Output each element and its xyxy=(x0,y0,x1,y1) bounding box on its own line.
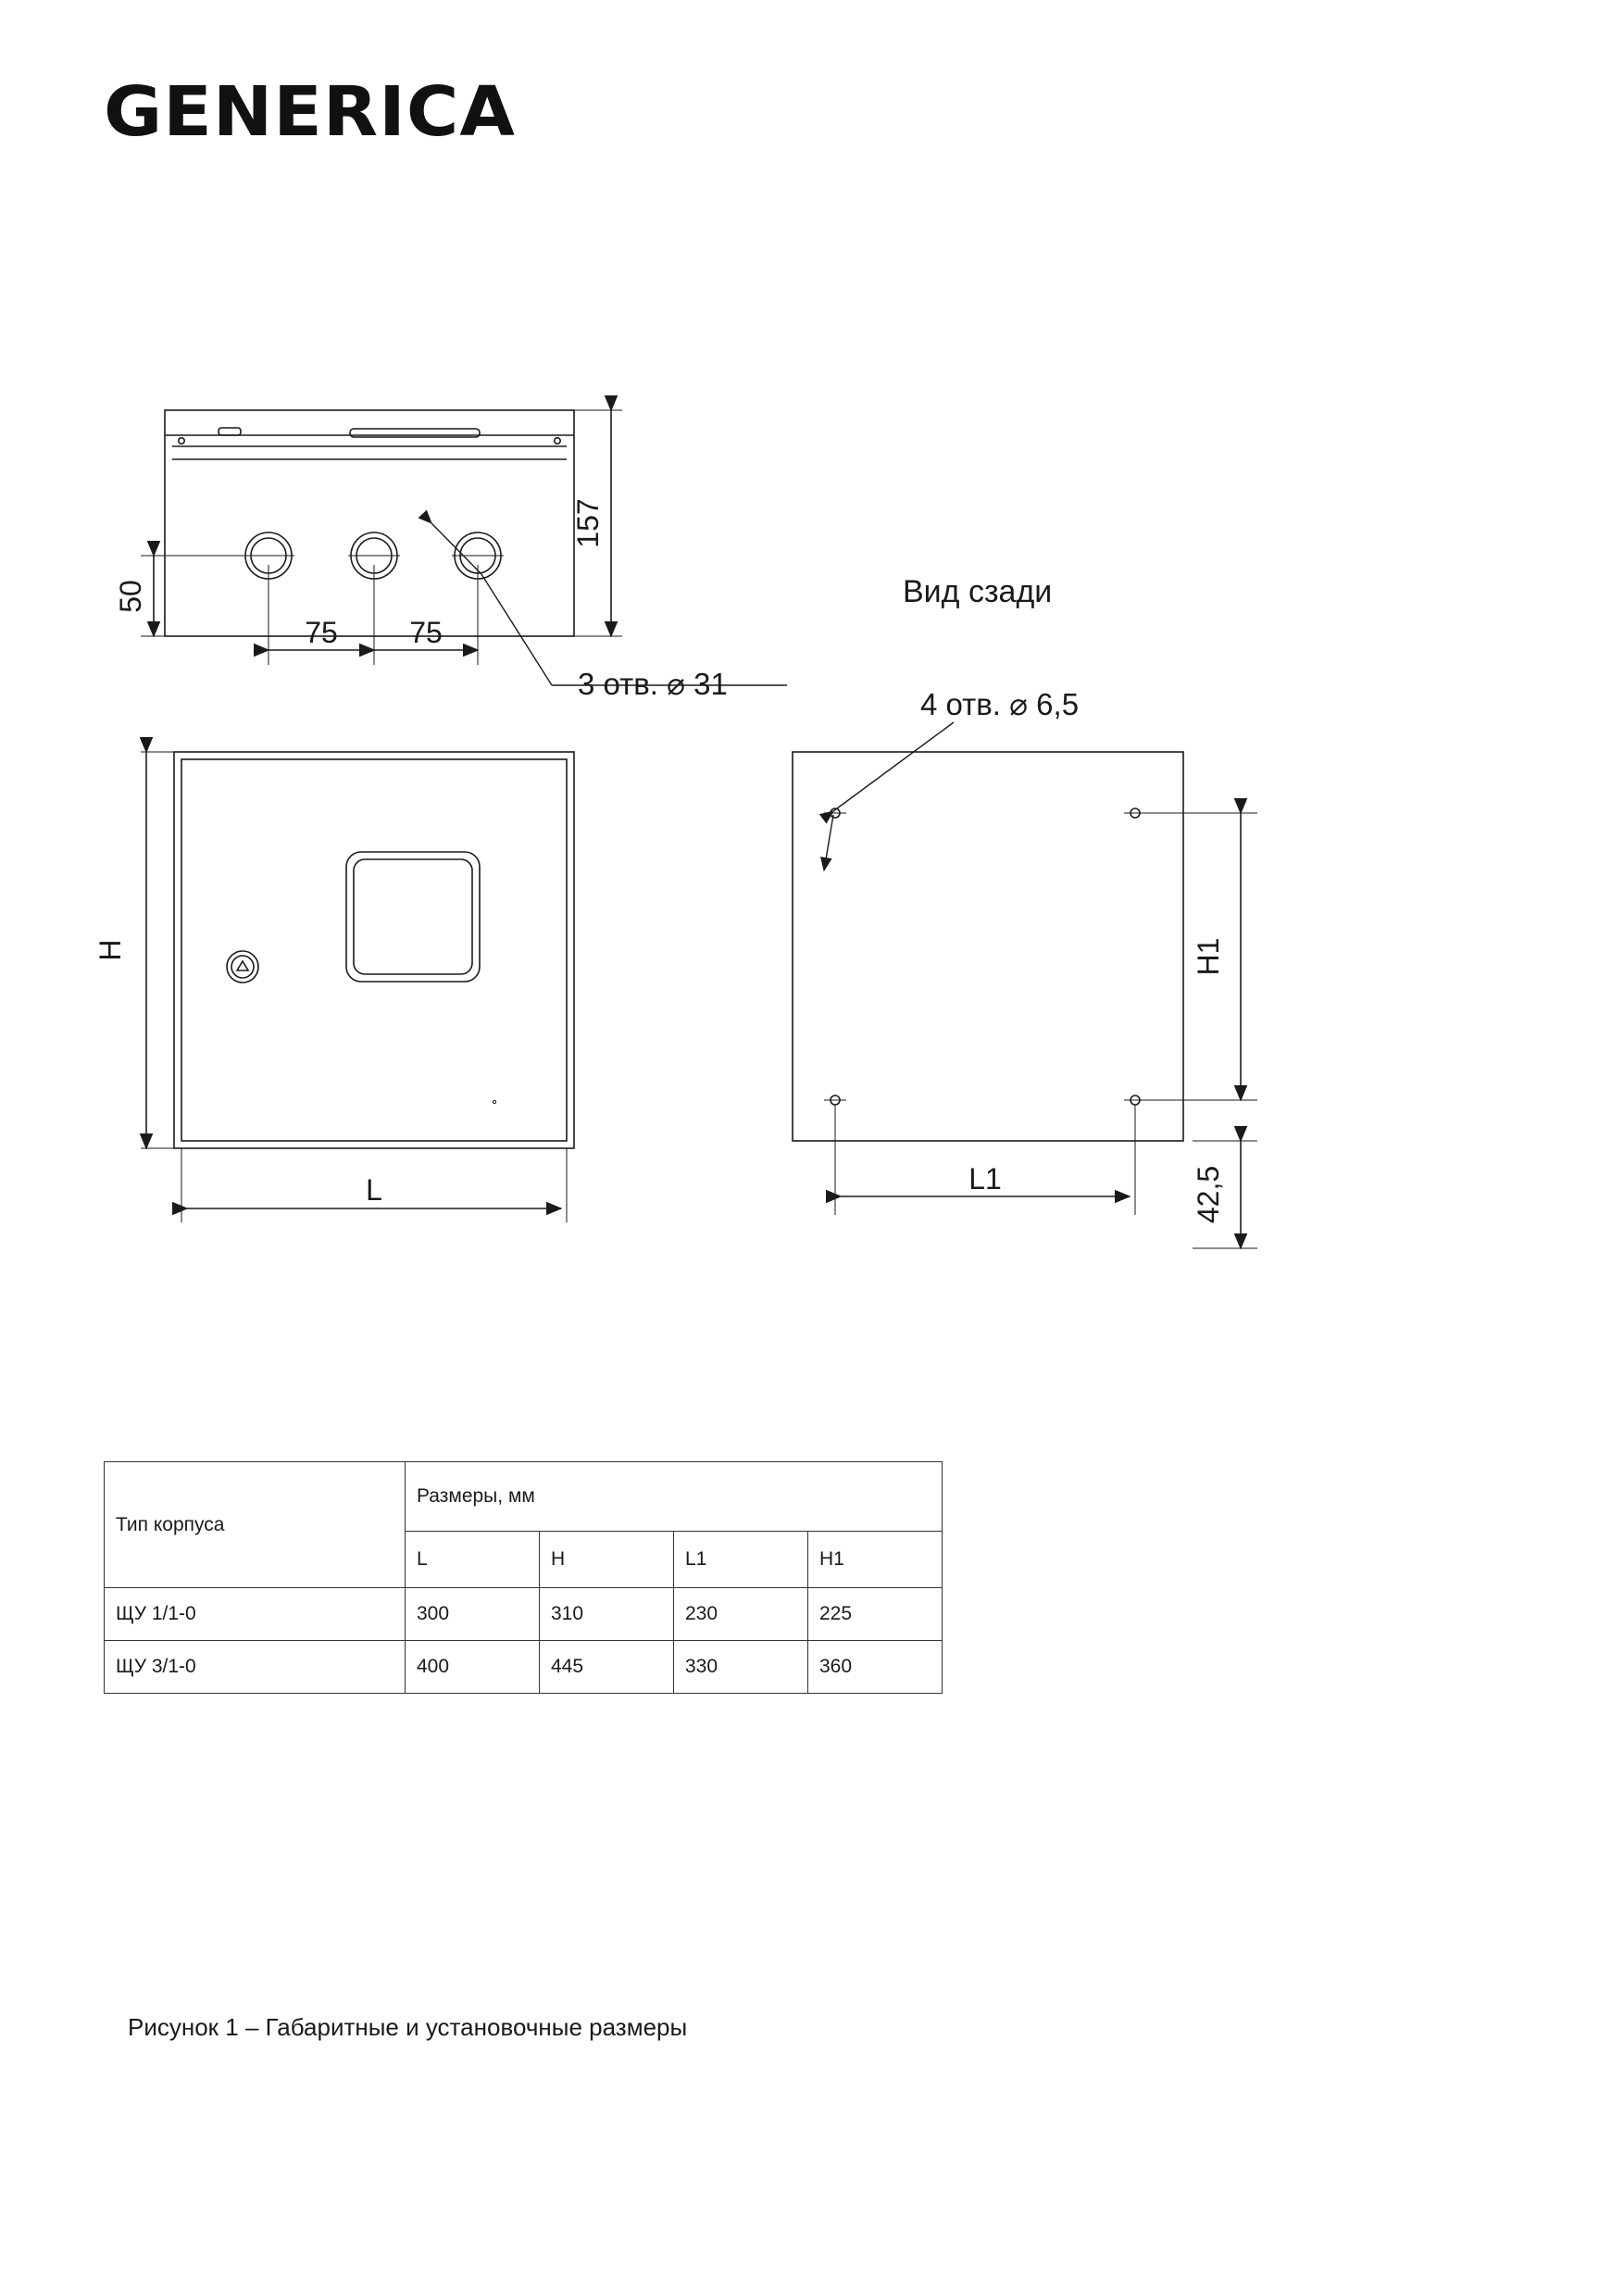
rear-view-outline xyxy=(793,752,1183,1141)
dim-75-pair xyxy=(269,565,478,665)
cell-H: 445 xyxy=(540,1641,674,1694)
top-view-outline xyxy=(165,410,574,636)
cell-L: 300 xyxy=(406,1588,540,1641)
label-holes-65: 4 отв. ⌀ 6,5 xyxy=(920,687,1080,721)
header-L: L xyxy=(406,1532,540,1588)
cell-H1: 225 xyxy=(808,1588,943,1641)
cell-L1: 230 xyxy=(674,1588,808,1641)
label-L1: L1 xyxy=(968,1162,1002,1196)
dimensions-table xyxy=(104,1461,943,1694)
label-75-a: 75 xyxy=(305,616,338,649)
cell-L: 400 xyxy=(406,1641,540,1694)
leader-holes-31 xyxy=(431,523,787,685)
label-holes-31: 3 отв. ⌀ 31 xyxy=(578,667,728,701)
header-L1: L1 xyxy=(674,1532,808,1588)
label-L: L xyxy=(366,1173,382,1207)
cell-type: ЩУ 1/1-0 xyxy=(105,1588,406,1641)
label-50: 50 xyxy=(114,580,147,613)
label-42-5: 42,5 xyxy=(1192,1165,1225,1224)
table-row xyxy=(105,1641,943,1694)
leader-holes-65 xyxy=(824,722,954,870)
table-row xyxy=(105,1588,943,1641)
cell-type: ЩУ 3/1-0 xyxy=(105,1641,406,1694)
cell-L1: 330 xyxy=(674,1641,808,1694)
cell-H: 310 xyxy=(540,1588,674,1641)
label-157: 157 xyxy=(571,498,605,548)
label-rear-view: Вид сзади xyxy=(903,574,1053,609)
header-sizes: Размеры, мм xyxy=(406,1462,943,1532)
dim-50 xyxy=(141,556,278,636)
figure-caption: Рисунок 1 – Габаритные и установочные размеры xyxy=(128,2013,688,2041)
dim-H xyxy=(141,752,181,1148)
table-header-row-1 xyxy=(105,1462,943,1532)
dim-L1 xyxy=(835,1106,1135,1215)
front-view-outline xyxy=(174,752,574,1148)
knockout-holes xyxy=(243,532,504,579)
header-H: H xyxy=(540,1532,674,1588)
label-75-b: 75 xyxy=(409,616,443,649)
header-H1: H1 xyxy=(808,1532,943,1588)
brand-logo: GENERICA xyxy=(104,72,516,152)
label-H1: H1 xyxy=(1192,937,1225,976)
cell-H1: 360 xyxy=(808,1641,943,1694)
header-type: Тип корпуса xyxy=(105,1462,406,1588)
label-H: H xyxy=(94,939,127,961)
